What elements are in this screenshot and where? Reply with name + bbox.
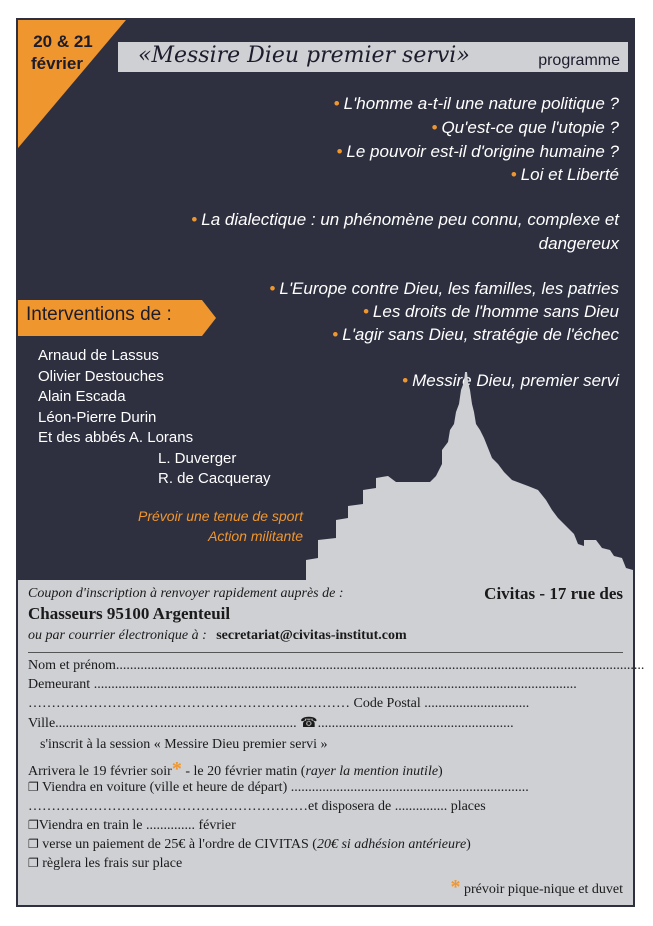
date-month: février [31,54,83,73]
places-field[interactable]: ……………………………………………………et disposera de ............... places [28,799,486,814]
checkbox-icon[interactable]: ❐ [28,818,39,832]
checkbox-icon[interactable]: ❐ [28,780,39,794]
flyer [16,18,645,907]
bullet-icon: • [191,210,198,229]
bullet-icon: • [402,371,409,390]
coupon-address: Chasseurs 95100 Argenteuil [28,604,231,623]
speaker-item: Et des abbés A. Lorans [38,429,194,446]
topic-item: • L'Europe contre Dieu, les familles, les patries [269,279,619,298]
footer-note: * prévoir pique-nique et duvet [450,876,623,898]
asterisk-icon: * [171,758,182,780]
topic-item-continued: dangereux [538,234,619,253]
topic-item: • La dialectique : un phénomène peu connu, complexe et [191,210,619,229]
topic-item: • Messire Dieu, premier servi [402,371,619,390]
topic-item: • L'homme a-t-il une nature politique ? [333,94,619,113]
address-field[interactable]: Demeurant .......................................................................................................................................... [28,677,577,692]
program-label: programme [538,52,620,69]
bullet-icon: • [332,325,339,344]
asterisk-icon: * [450,876,461,898]
speaker-item: L. Duverger [158,449,237,467]
speaker-item: Alain Escada [38,388,126,405]
speaker-item: Olivier Destouches [38,367,164,385]
action-note: Action militante [208,528,303,544]
topic-item: • Qu'est-ce que l'utopie ? [431,118,619,137]
car-option[interactable]: ❐ Viendra en voiture (ville et heure de départ) .................................................................... [28,780,529,795]
speaker-item: Arnaud de Lassus [38,347,159,364]
postal-code-field[interactable]: …………………………………………………………… Code Postal .............................. [28,696,530,711]
speaker-item: Léon-Pierre Durin [38,408,157,426]
checkbox-icon[interactable]: ❐ [28,856,39,870]
topic-item: • Le pouvoir est-il d'origine humaine ? [336,142,619,161]
name-field[interactable]: Nom et prénom....................................................................................................................................................... [28,658,645,673]
topic-item: • Loi et Liberté [510,165,619,184]
bullet-icon: • [333,94,340,113]
fees-option[interactable]: ❐ règlera les frais sur place [28,856,183,871]
arrival-choice[interactable]: Arrivera le 19 février soir* - le 20 février matin (rayer la mention inutile) [28,758,443,780]
bullet-icon: • [431,118,438,137]
coupon-email[interactable]: secretariat@civitas-institut.com [216,628,407,643]
registration-coupon [18,580,645,905]
coupon-intro: Coupon d'inscription à renvoyer rapidement auprès de : [28,586,344,601]
program-panel [18,20,633,580]
topic-item: • Les droits de l'homme sans Dieu [362,302,619,321]
checkbox-icon[interactable]: ❐ [28,837,39,851]
bullet-icon: • [510,165,517,184]
bullet-icon: • [336,142,343,161]
session-line: s'inscrit à la session « Messire Dieu premier servi » [40,737,328,752]
topic-item: • L'agir sans Dieu, stratégie de l'échec [332,325,619,344]
date-day: 20 & 21 [33,32,93,51]
phone-icon: ☎ [300,716,318,731]
speaker-item: R. de Cacqueray [158,470,271,487]
city-field[interactable]: Ville..................................................................... ☎........................................................ [28,716,514,731]
bullet-icon: • [362,302,369,321]
bullet-icon: • [269,279,276,298]
divider [28,652,623,653]
coupon-org: Civitas - 17 rue des [484,584,623,603]
interventions-label: Interventions de : [26,304,172,325]
page-title: «Messire Dieu premier servi» [138,43,470,68]
train-option[interactable]: ❐Viendra en train le .............. février [28,818,236,833]
payment-option[interactable]: ❐ verse un paiement de 25€ à l'ordre de CIVITAS (20€ si adhésion antérieure) [28,837,471,852]
sport-note: Prévoir une tenue de sport [138,508,303,524]
mont-saint-michel-silhouette [18,20,633,582]
coupon-email-line: ou par courrier électronique à : secretariat@civitas-institut.com [28,628,407,643]
